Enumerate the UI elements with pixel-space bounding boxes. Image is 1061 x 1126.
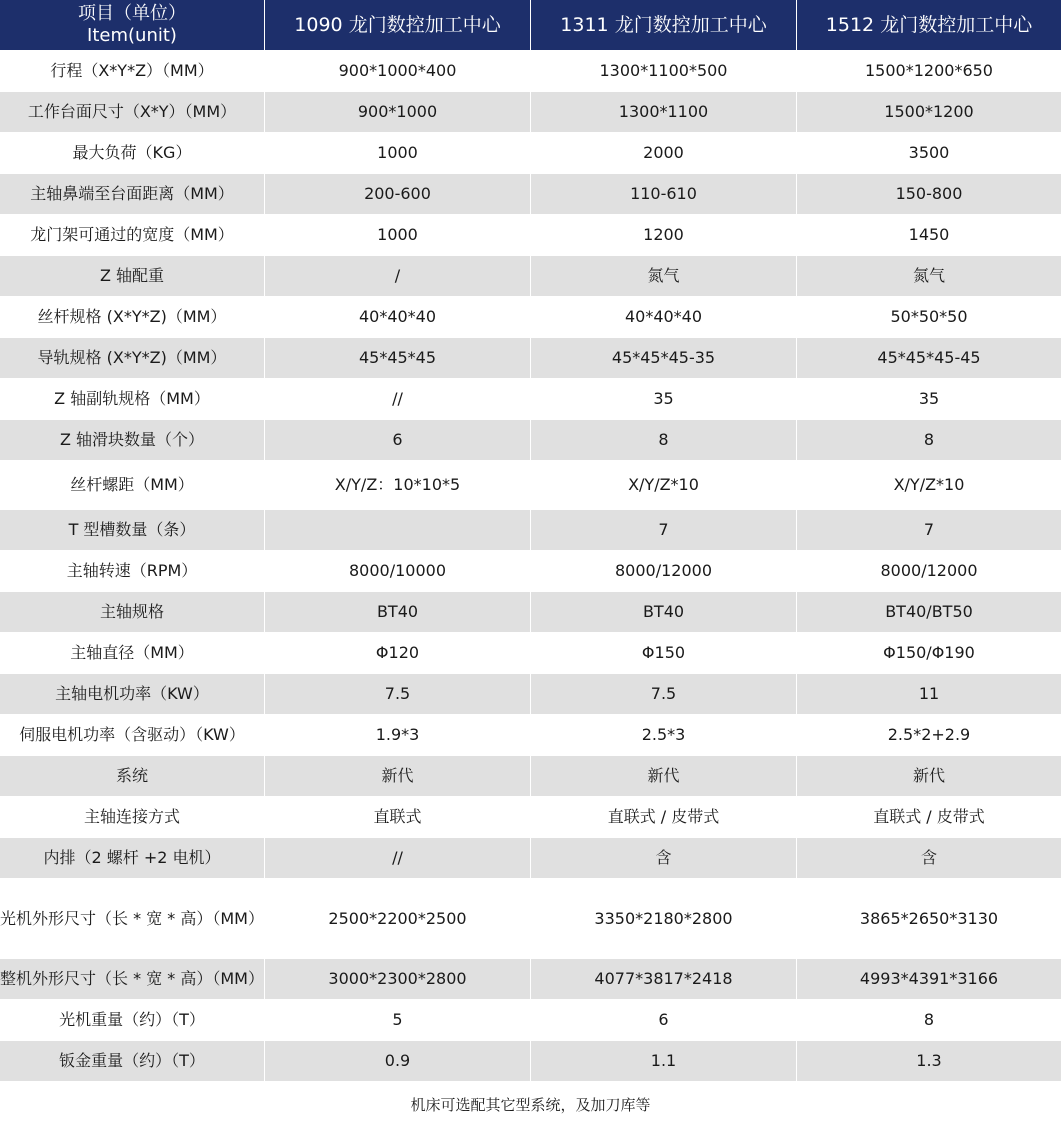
row-value: 3350*2180*2800: [531, 879, 797, 958]
row-value: 7: [531, 510, 797, 550]
row-label: Z 轴副轨规格（MM）: [0, 379, 265, 419]
table-row: [0, 214, 1061, 255]
header-item-cell: [0, 0, 265, 50]
row-label: 最大负荷（KG）: [0, 133, 265, 173]
row-label: 丝杆规格 (X*Y*Z)（MM）: [0, 297, 265, 337]
row-value: 35: [797, 379, 1061, 419]
row-value: 40*40*40: [531, 297, 797, 337]
row-value: BT40/BT50: [797, 592, 1061, 632]
row-value: 8000/10000: [265, 551, 531, 591]
header-model-1512: 1512 龙门数控加工中心: [825, 13, 1033, 36]
table-row: [0, 419, 1061, 460]
row-value: //: [265, 838, 531, 878]
row-value: 直联式: [265, 797, 531, 837]
row-value: Φ150/Φ190: [797, 633, 1061, 673]
row-value: 1500*1200*650: [797, 51, 1061, 91]
table-row: [0, 999, 1061, 1040]
row-label: 主轴连接方式: [0, 797, 265, 837]
row-label: 钣金重量（约）（T）: [0, 1041, 265, 1081]
row-label: 伺服电机功率（含驱动）（KW）: [0, 715, 265, 755]
row-value: 2.5*2+2.9: [797, 715, 1061, 755]
row-value: 1200: [531, 215, 797, 255]
row-value: 新代: [797, 756, 1061, 796]
row-value: 8000/12000: [531, 551, 797, 591]
row-value: 7.5: [531, 674, 797, 714]
table-row: [0, 714, 1061, 755]
row-value: 200-600: [265, 174, 531, 214]
table-row: [0, 958, 1061, 999]
table-row: [0, 378, 1061, 419]
table-row: [0, 460, 1061, 509]
row-label: 主轴电机功率（KW）: [0, 674, 265, 714]
row-value: 1.9*3: [265, 715, 531, 755]
row-value: 900*1000*400: [265, 51, 531, 91]
row-label: Z 轴配重: [0, 256, 265, 296]
row-value: 11: [797, 674, 1061, 714]
row-value: 2.5*3: [531, 715, 797, 755]
row-value: 5: [265, 1000, 531, 1040]
row-value: 40*40*40: [265, 297, 531, 337]
table-row: [0, 296, 1061, 337]
table-row: [0, 878, 1061, 958]
row-label: 光机重量（约）（T）: [0, 1000, 265, 1040]
row-value: 8000/12000: [797, 551, 1061, 591]
row-label: 主轴直径（MM）: [0, 633, 265, 673]
row-label: 主轴规格: [0, 592, 265, 632]
row-label: T 型槽数量（条）: [0, 510, 265, 550]
row-value: 8: [797, 420, 1061, 460]
row-value: 6: [531, 1000, 797, 1040]
table-body: [0, 50, 1061, 1081]
row-value: 35: [531, 379, 797, 419]
row-value: 7: [797, 510, 1061, 550]
row-label: Z 轴滑块数量（个）: [0, 420, 265, 460]
row-value: 1000: [265, 133, 531, 173]
footnote: 机床可选配其它型系统，及加刀库等: [410, 1096, 651, 1114]
row-value: 6: [265, 420, 531, 460]
row-value: 45*45*45-45: [797, 338, 1061, 378]
table-row: [0, 255, 1061, 296]
table-row: [0, 509, 1061, 550]
row-value: /: [265, 256, 531, 296]
row-value: 0.9: [265, 1041, 531, 1081]
table-row: [0, 796, 1061, 837]
row-value: 1.3: [797, 1041, 1061, 1081]
row-value: 8: [797, 1000, 1061, 1040]
row-value: 110-610: [531, 174, 797, 214]
row-value: 氮气: [797, 256, 1061, 296]
table-row: [0, 591, 1061, 632]
row-value: 2500*2200*2500: [265, 879, 531, 958]
row-value: 8: [531, 420, 797, 460]
row-label: 行程（X*Y*Z）（MM）: [0, 51, 265, 91]
table-row: [0, 50, 1061, 91]
row-value: 3500: [797, 133, 1061, 173]
row-value: 含: [531, 838, 797, 878]
row-value: Φ150: [531, 633, 797, 673]
row-value: Φ120: [265, 633, 531, 673]
table-row: [0, 1040, 1061, 1081]
row-label: 内排（2 螺杆 +2 电机）: [0, 838, 265, 878]
table-row: [0, 173, 1061, 214]
row-label: 导轨规格 (X*Y*Z)（MM）: [0, 338, 265, 378]
table-row: [0, 837, 1061, 878]
row-value: BT40: [265, 592, 531, 632]
row-value: 新代: [531, 756, 797, 796]
row-value: 新代: [265, 756, 531, 796]
row-value: 4993*4391*3166: [797, 959, 1061, 999]
row-value: BT40: [531, 592, 797, 632]
row-value: 1450: [797, 215, 1061, 255]
row-value: 1300*1100*500: [531, 51, 797, 91]
row-label: 光机外形尺寸（长 * 宽 * 高）（MM）: [0, 879, 265, 958]
row-value: 1.1: [531, 1041, 797, 1081]
table-row: [0, 91, 1061, 132]
table-row: [0, 673, 1061, 714]
row-value: 1300*1100: [531, 92, 797, 132]
row-value: 4077*3817*2418: [531, 959, 797, 999]
row-value: 3865*2650*3130: [797, 879, 1061, 958]
row-value: 150-800: [797, 174, 1061, 214]
table-row: [0, 632, 1061, 673]
row-value: 氮气: [531, 256, 797, 296]
header-item-label-en: Item(unit): [87, 25, 177, 46]
row-label: 整机外形尺寸（长 * 宽 * 高）（MM）: [0, 959, 265, 999]
row-value: 直联式 / 皮带式: [797, 797, 1061, 837]
row-value: 900*1000: [265, 92, 531, 132]
header-model-1090: 1090 龙门数控加工中心: [265, 0, 531, 50]
row-value: X/Y/Z：10*10*5: [265, 461, 531, 509]
row-label: 丝杆螺距（MM）: [0, 461, 265, 509]
row-label: 主轴转速（RPM）: [0, 551, 265, 591]
row-value: 45*45*45-35: [531, 338, 797, 378]
row-value: 1500*1200: [797, 92, 1061, 132]
row-value: 1000: [265, 215, 531, 255]
table-header: [0, 0, 1061, 50]
table-row: [0, 337, 1061, 378]
table-row: [0, 132, 1061, 173]
row-label: 工作台面尺寸（X*Y）（MM）: [0, 92, 265, 132]
row-value: 含: [797, 838, 1061, 878]
row-value: //: [265, 379, 531, 419]
header-item-label-cn: 项目（单位）: [78, 3, 186, 25]
table-row: [0, 550, 1061, 591]
row-label: 龙门架可通过的宽度（MM）: [0, 215, 265, 255]
row-value: 直联式 / 皮带式: [531, 797, 797, 837]
header-model-1311: 1311 龙门数控加工中心: [531, 0, 797, 50]
row-value: X/Y/Z*10: [531, 461, 797, 509]
row-label: 系统: [0, 756, 265, 796]
table-row: [0, 755, 1061, 796]
row-value: 3000*2300*2800: [265, 959, 531, 999]
row-value: 50*50*50: [797, 297, 1061, 337]
row-value: 2000: [531, 133, 797, 173]
row-value: [265, 510, 531, 550]
row-value: X/Y/Z*10: [797, 461, 1061, 509]
row-label: 主轴鼻端至台面距离（MM）: [0, 174, 265, 214]
row-value: 45*45*45: [265, 338, 531, 378]
row-value: 7.5: [265, 674, 531, 714]
